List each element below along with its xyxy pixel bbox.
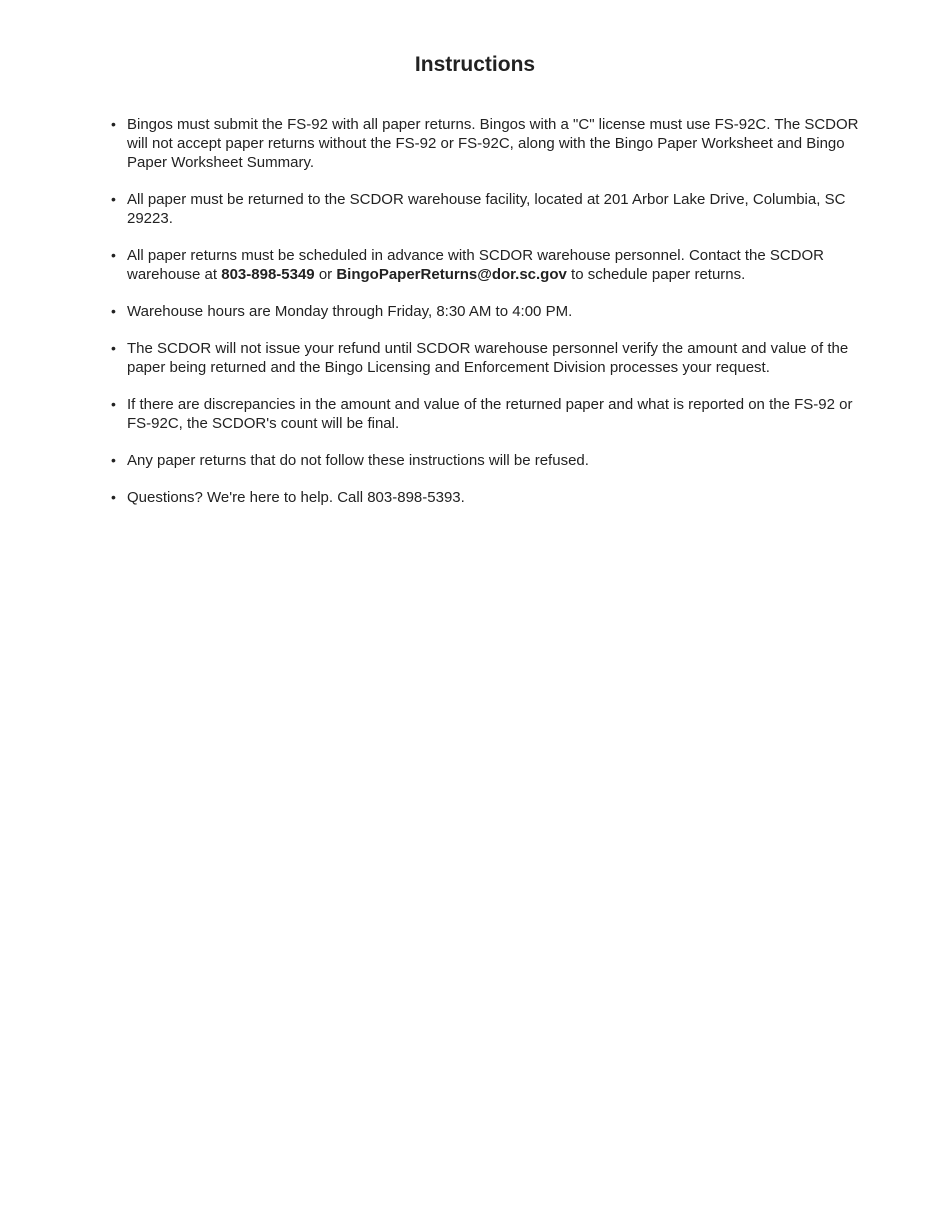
list-item [108, 339, 878, 377]
list-item [108, 190, 878, 228]
item-text: or [314, 266, 337, 283]
bullet-icon: • [111, 191, 116, 207]
item-text: Warehouse hours are Monday through Friday, 8:30 AM to 4:00 PM. [127, 303, 573, 320]
warehouse-phone: 803-898-5349 [221, 266, 315, 283]
list-item [108, 115, 878, 172]
item-text: The SCDOR will not issue your refund until SCDOR warehouse personnel verify the amount and value of the paper being returned and the Bingo Licensing and Enforcement Division processes your request. [127, 340, 849, 376]
list-item [108, 246, 878, 284]
item-text: If there are discrepancies in the amount and value of the returned paper and what is reported on the FS-92 or FS-92C, the SCDOR's count will be final. [127, 396, 853, 432]
bullet-icon: • [111, 116, 116, 132]
item-text: Bingos must submit the FS-92 with all paper returns. Bingos with a "C" license must use FS-92C. The SCDOR will not accept paper returns without the FS-92 or FS-92C, along with the Bingo Paper Worksheet and Bingo Paper Worksheet Summary. [127, 116, 859, 171]
instructions-list [108, 115, 878, 525]
item-text: All paper returns must be scheduled in advance with SCDOR warehouse personnel. Contact the SCDOR warehouse at [127, 247, 825, 283]
page-title: Instructions [414, 53, 536, 76]
list-item [108, 488, 878, 507]
bullet-icon: • [111, 489, 116, 505]
item-text: to schedule paper returns. [566, 266, 746, 283]
bullet-icon: • [111, 303, 116, 319]
warehouse-email: BingoPaperReturns@dor.sc.gov [336, 266, 567, 283]
bullet-icon: • [111, 452, 116, 468]
list-item [108, 395, 878, 433]
bullet-icon: • [111, 340, 116, 356]
bullet-icon: • [111, 396, 116, 412]
item-text: Questions? We're here to help. Call 803-898-5393. [127, 489, 465, 506]
item-text: All paper must be returned to the SCDOR warehouse facility, located at 201 Arbor Lake Drive, Columbia, SC 29223. [127, 191, 846, 227]
item-text: Any paper returns that do not follow these instructions will be refused. [127, 452, 589, 469]
list-item [108, 451, 878, 470]
bullet-icon: • [111, 247, 116, 263]
list-item [108, 302, 878, 321]
